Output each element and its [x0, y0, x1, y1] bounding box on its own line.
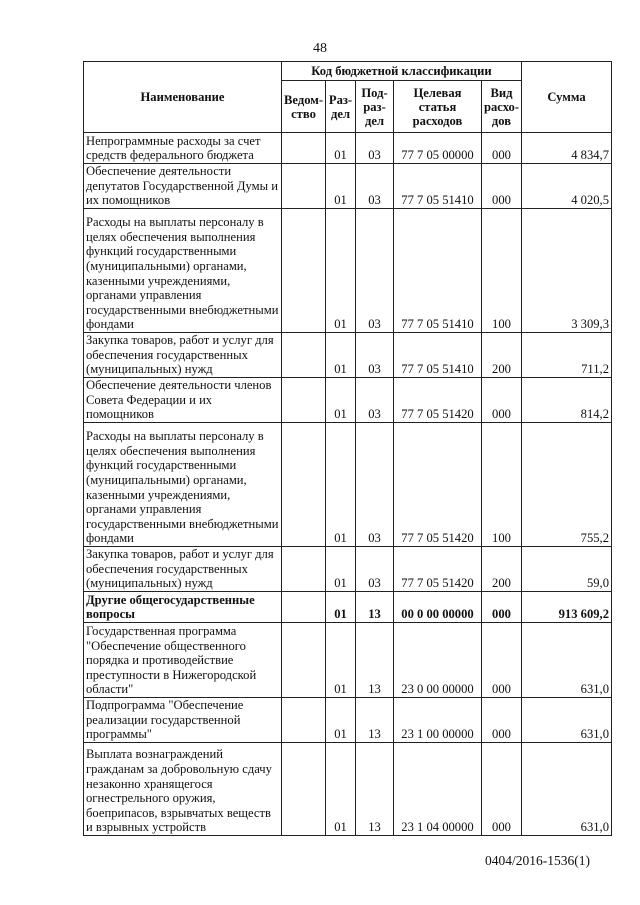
row-name-cell: Обеспечение деятельности депутатов Государственной Думы и их помощников [84, 164, 282, 209]
row-podrazdel-cell: 13 [356, 623, 394, 698]
row-razdel-cell: 01 [326, 133, 356, 164]
row-vedomstvo-cell [282, 378, 326, 423]
row-vedomstvo-cell [282, 164, 326, 209]
row-vedomstvo-cell [282, 547, 326, 592]
row-name-cell: Закупка товаров, работ и услуг для обеспечения государственных (муниципальных) нужд [84, 547, 282, 592]
row-vid-cell: 000 [482, 164, 522, 209]
row-vedomstvo-cell [282, 592, 326, 623]
row-vid-cell: 000 [482, 592, 522, 623]
row-name-cell: Непрограммные расходы за счет средств федерального бюджета [84, 133, 282, 164]
row-vid-cell: 000 [482, 133, 522, 164]
budget-table [83, 61, 612, 836]
row-celevaya-cell: 77 7 05 51420 [394, 547, 482, 592]
row-razdel-cell: 01 [326, 592, 356, 623]
row-podrazdel-cell: 03 [356, 133, 394, 164]
row-celevaya-cell: 23 1 00 00000 [394, 698, 482, 743]
row-vedomstvo-cell [282, 209, 326, 333]
row-sum-cell: 4 834,7 [522, 133, 612, 164]
table-row [84, 209, 612, 333]
row-podrazdel-cell: 03 [356, 378, 394, 423]
table-row [84, 378, 612, 423]
table-row [84, 164, 612, 209]
header-razdel: Раз-дел [326, 81, 356, 133]
table-row [84, 423, 612, 547]
table-row [84, 592, 612, 623]
row-sum-cell: 711,2 [522, 333, 612, 378]
row-name-cell: Подпрограмма "Обеспечение реализации государственной программы" [84, 698, 282, 743]
row-celevaya-cell: 23 0 00 00000 [394, 623, 482, 698]
row-name-cell: Другие общегосударственные вопросы [84, 592, 282, 623]
row-sum-cell: 913 609,2 [522, 592, 612, 623]
row-sum-cell: 631,0 [522, 743, 612, 836]
row-vid-cell: 100 [482, 423, 522, 547]
row-sum-cell: 755,2 [522, 423, 612, 547]
row-celevaya-cell: 77 7 05 51410 [394, 164, 482, 209]
row-vid-cell: 000 [482, 698, 522, 743]
row-razdel-cell: 01 [326, 164, 356, 209]
row-podrazdel-cell: 03 [356, 333, 394, 378]
header-classification-group: Код бюджетной классификации [282, 62, 522, 81]
row-celevaya-cell: 77 7 05 00000 [394, 133, 482, 164]
row-razdel-cell: 01 [326, 623, 356, 698]
row-podrazdel-cell: 03 [356, 209, 394, 333]
row-podrazdel-cell: 13 [356, 592, 394, 623]
row-celevaya-cell: 00 0 00 00000 [394, 592, 482, 623]
table-row [84, 743, 612, 836]
row-celevaya-cell: 77 7 05 51410 [394, 333, 482, 378]
header-name: Наименование [84, 62, 282, 133]
row-vedomstvo-cell [282, 743, 326, 836]
row-vedomstvo-cell [282, 333, 326, 378]
row-name-cell: Закупка товаров, работ и услуг для обеспечения государственных (муниципальных) нужд [84, 333, 282, 378]
row-razdel-cell: 01 [326, 378, 356, 423]
document-code: 0404/2016-1536(1) [485, 853, 590, 868]
row-razdel-cell: 01 [326, 333, 356, 378]
table-row [84, 698, 612, 743]
header-podrazdel: Под-раз-дел [356, 81, 394, 133]
row-vid-cell: 200 [482, 547, 522, 592]
row-podrazdel-cell: 13 [356, 698, 394, 743]
row-vedomstvo-cell [282, 623, 326, 698]
row-razdel-cell: 01 [326, 743, 356, 836]
row-vid-cell: 000 [482, 378, 522, 423]
row-razdel-cell: 01 [326, 209, 356, 333]
row-name-cell: Государственная программа "Обеспечение общественного порядка и противодействие преступности в Нижегородской области" [84, 623, 282, 698]
row-sum-cell: 59,0 [522, 547, 612, 592]
row-podrazdel-cell: 03 [356, 164, 394, 209]
row-razdel-cell: 01 [326, 547, 356, 592]
header-vedomstvo: Ведом-ство [282, 81, 326, 133]
row-celevaya-cell: 77 7 05 51420 [394, 378, 482, 423]
header-sum: Сумма [522, 62, 612, 133]
row-podrazdel-cell: 13 [356, 743, 394, 836]
row-razdel-cell: 01 [326, 698, 356, 743]
row-name-cell: Выплата вознаграждений гражданам за добровольную сдачу незаконно хранящегося огнестрельного оружия, боеприпасов, взрывчатых веществ и взрывных устройств [84, 743, 282, 836]
table-row [84, 133, 612, 164]
row-vid-cell: 200 [482, 333, 522, 378]
table-row [84, 547, 612, 592]
row-sum-cell: 631,0 [522, 698, 612, 743]
row-name-cell: Обеспечение деятельности членов Совета Федерации и их помощников [84, 378, 282, 423]
row-vid-cell: 000 [482, 623, 522, 698]
table-body [84, 133, 612, 836]
header-vid-rashodov: Вид расхо-дов [482, 81, 522, 133]
header-celevaya-statya: Целевая статья расходов [394, 81, 482, 133]
row-sum-cell: 3 309,3 [522, 209, 612, 333]
row-podrazdel-cell: 03 [356, 423, 394, 547]
row-sum-cell: 814,2 [522, 378, 612, 423]
row-razdel-cell: 01 [326, 423, 356, 547]
table-row [84, 333, 612, 378]
row-name-cell: Расходы на выплаты персоналу в целях обеспечения выполнения функций государственными (муниципальными) органами, казенными учреждениями, органами управления государственными внебюджетными фондами [84, 209, 282, 333]
row-celevaya-cell: 77 7 05 51410 [394, 209, 482, 333]
row-sum-cell: 631,0 [522, 623, 612, 698]
row-vid-cell: 100 [482, 209, 522, 333]
row-vedomstvo-cell [282, 698, 326, 743]
row-vid-cell: 000 [482, 743, 522, 836]
row-celevaya-cell: 23 1 04 00000 [394, 743, 482, 836]
row-name-cell: Расходы на выплаты персоналу в целях обеспечения выполнения функций государственными (муниципальными) органами, казенными учреждениями, органами управления государственными внебюджетными фондами [84, 423, 282, 547]
table-row [84, 623, 612, 698]
page-number: 48 [313, 41, 327, 56]
row-celevaya-cell: 77 7 05 51420 [394, 423, 482, 547]
row-sum-cell: 4 020,5 [522, 164, 612, 209]
row-vedomstvo-cell [282, 423, 326, 547]
row-vedomstvo-cell [282, 133, 326, 164]
row-podrazdel-cell: 03 [356, 547, 394, 592]
